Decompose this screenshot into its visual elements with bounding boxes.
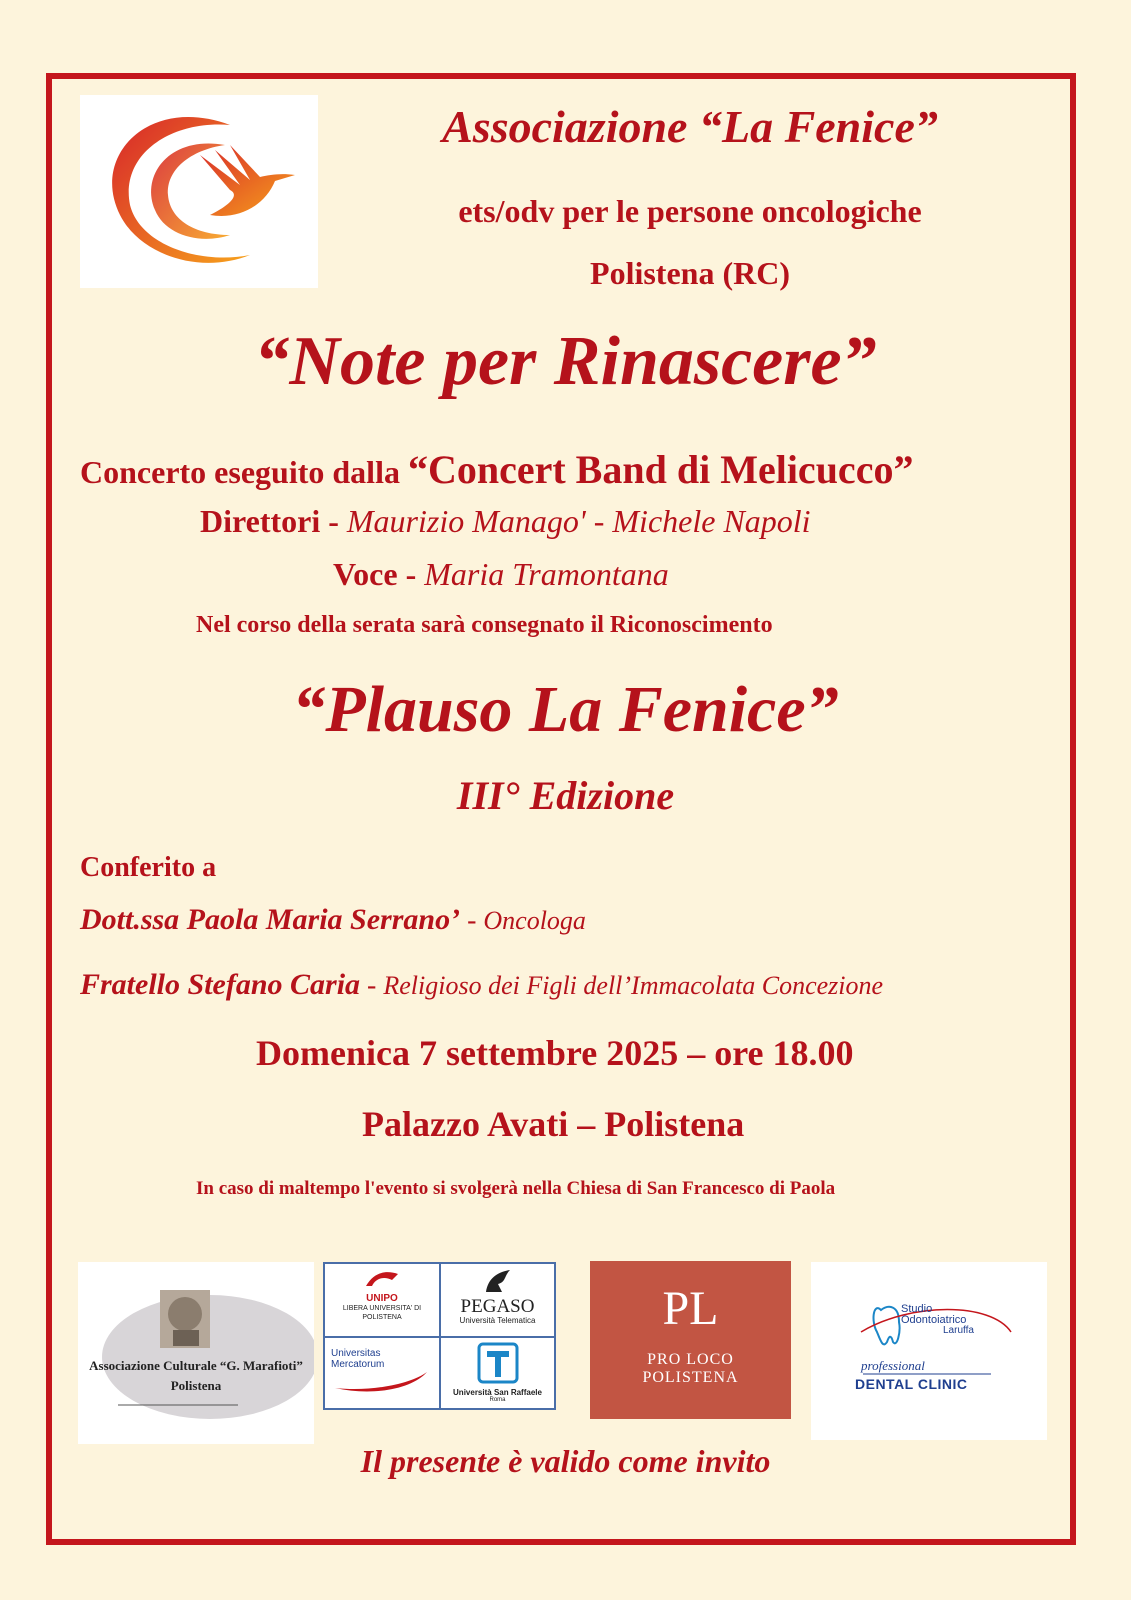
sanraffaele-logo (441, 1342, 554, 1404)
recipient-name: Fratello Stefano Caria (80, 968, 361, 1001)
sanraffaele-sub: Roma (489, 1397, 506, 1403)
conferred-label: Conferito a (80, 852, 217, 883)
dental-main: DENTAL CLINIC (855, 1376, 968, 1392)
invite-footer: Il presente è valido come invito (360, 1443, 771, 1479)
event-venue: Palazzo Avati – Polistena (362, 1104, 745, 1144)
phoenix-icon (80, 95, 318, 288)
unipo-logo (325, 1268, 439, 1322)
concert-prefix: Concerto eseguito dalla (80, 454, 408, 490)
sponsor-universities (323, 1262, 556, 1410)
award-edition: III° Edizione (456, 773, 675, 818)
recipient-role: Religioso dei Figli dell’Immacolata Concezione (383, 971, 884, 1000)
sanraffaele-t-icon (477, 1342, 519, 1384)
concert-band: “Concert Band di Melicucco” (407, 447, 914, 492)
dental-line3: Laruffa (943, 1325, 974, 1336)
proloco-line1: PRO LOCO (647, 1351, 734, 1368)
sanraffaele-name: Università San Raffaele (453, 1388, 542, 1397)
association-subtitle: ets/odv per le persone oncologiche (458, 193, 922, 229)
voice-name: Maria Tramontana (424, 556, 669, 592)
association-name: Associazione “La Fenice” (442, 101, 938, 152)
association-location: Polistena (RC) (590, 255, 790, 291)
unipo-sub: LIBERA UNIVERSITA' DI POLISTENA (342, 1305, 422, 1321)
sponsor-dental-clinic (811, 1262, 1047, 1440)
dental-line1: Studio (901, 1303, 933, 1315)
directors-names: Maurizio Manago' - Michele Napoli (346, 503, 811, 539)
proloco-mark: PL (662, 1282, 719, 1335)
proloco-line2: POLISTENA (642, 1369, 739, 1386)
la-fenice-logo (80, 95, 318, 288)
mercatorum-logo (331, 1348, 435, 1398)
directors-line (200, 503, 1060, 540)
event-title: “Note per Rinascere” (254, 323, 877, 400)
unipo-name: UNIPO (366, 1293, 398, 1304)
voice-label: Voce - (333, 556, 425, 592)
rain-note: In caso di maltempo l'evento si svolgerà nella Chiesa di San Francesco di Paola (196, 1178, 836, 1199)
sponsor-marafioti (78, 1262, 314, 1444)
dental-script: professional (861, 1358, 925, 1373)
recipient-row (80, 903, 1070, 937)
award-intro: Nel corso della serata sarà consegnato il Riconoscimento (196, 612, 773, 638)
unipo-mark-icon (362, 1268, 402, 1290)
pegaso-sub: Università Telematica (459, 1316, 536, 1325)
recipient-separator: - (460, 905, 484, 936)
award-title: “Plauso La Fenice” (292, 673, 839, 746)
marafioti-emblem (78, 1262, 314, 1444)
dental-line2: Odontoiatrico (901, 1314, 967, 1326)
concert-line (80, 446, 1070, 493)
sponsor-proloco (590, 1261, 791, 1419)
pegasus-icon (480, 1268, 516, 1294)
voice-line (333, 556, 1033, 593)
recipient-row (80, 968, 1070, 1002)
recipient-role: Oncologa (483, 906, 586, 935)
marafioti-line2: Polistena (170, 1378, 222, 1393)
recipient-name: Dott.ssa Paola Maria Serrano’ (80, 903, 461, 936)
tooth-icon (811, 1262, 1047, 1440)
pegaso-logo (441, 1268, 554, 1326)
mercatorum-line2: Mercatorum (331, 1359, 385, 1370)
event-datetime: Domenica 7 settembre 2025 – ore 18.00 (256, 1033, 854, 1073)
mercatorum-swoosh-icon (331, 1370, 431, 1394)
pegaso-name: PEGASO (460, 1296, 535, 1317)
mercatorum-line1: Universitas (331, 1348, 381, 1359)
recipient-separator: - (360, 970, 384, 1001)
directors-label: Direttori - (200, 503, 347, 539)
marafioti-line1: Associazione Culturale “G. Marafioti” (89, 1358, 303, 1373)
